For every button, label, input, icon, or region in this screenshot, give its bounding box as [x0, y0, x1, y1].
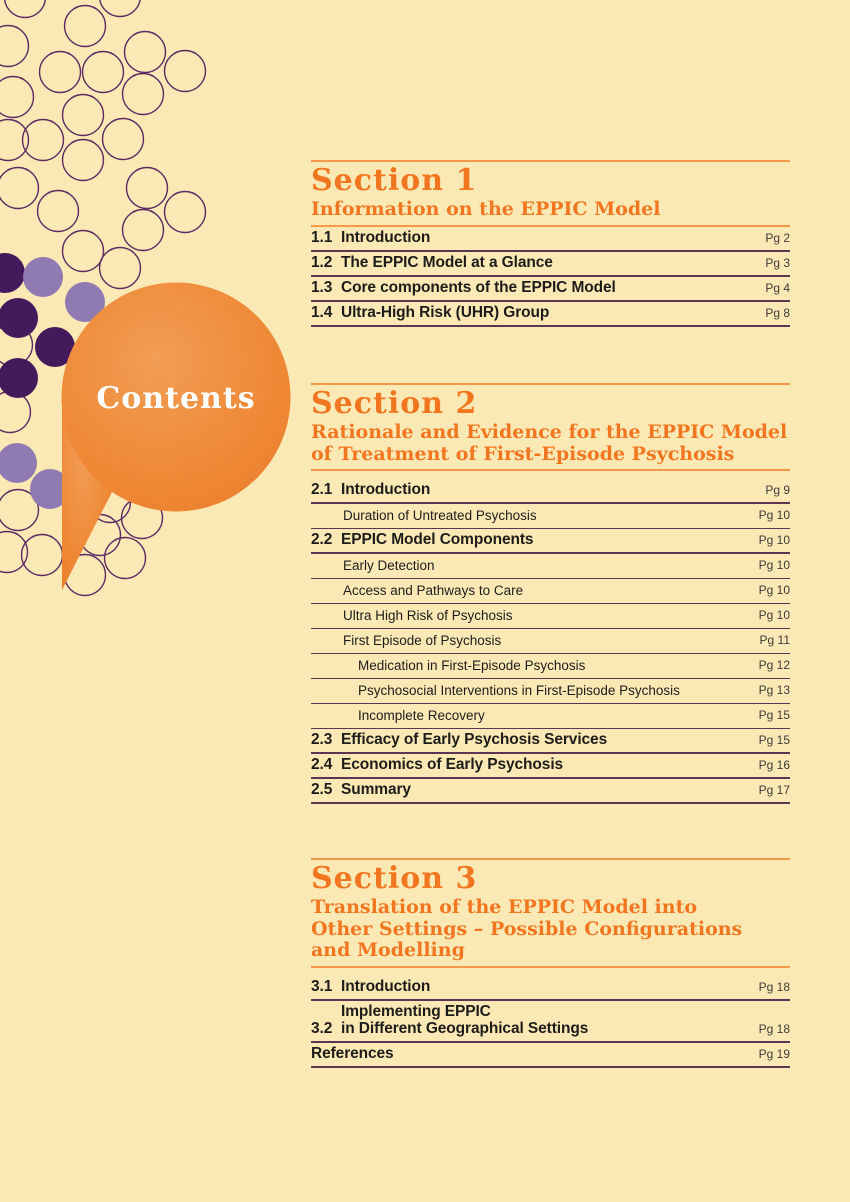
toc-entry [311, 604, 790, 629]
entry-label: References [311, 1044, 394, 1062]
entry-page-number: Pg 18 [758, 979, 790, 994]
entry-number: 3.1 [311, 977, 333, 995]
outline-circle [63, 95, 104, 136]
entry-label: Introduction [341, 977, 431, 995]
outline-circle [63, 140, 104, 181]
toc-entry [311, 1001, 790, 1043]
entry-page-number: Pg 10 [758, 508, 790, 522]
outline-circle [65, 6, 106, 47]
entry-number: 2.1 [311, 481, 333, 498]
toc-entry [311, 227, 790, 252]
light-circle [23, 257, 63, 297]
entry-number: 1.4 [311, 303, 333, 321]
entry-label: Medication in First-Episode Psychosis [358, 658, 586, 673]
section-title: Section 3 [311, 861, 478, 896]
outline-circle [105, 538, 146, 579]
outline-circle [100, 0, 141, 17]
section-block-1 [311, 160, 790, 327]
section-title: Section 2 [311, 386, 478, 421]
entry-number: 1.2 [311, 253, 333, 271]
outline-circle [0, 26, 29, 67]
entry-number: 2.3 [311, 731, 333, 748]
entry-label: Introduction [341, 228, 431, 246]
outline-circle [125, 32, 166, 73]
toc-entry [311, 654, 790, 679]
outline-circle [165, 51, 206, 92]
entry-number: 2.5 [311, 781, 333, 798]
entry-page-number: Pg 15 [758, 733, 790, 747]
toc-entry [311, 504, 790, 529]
outline-circle [127, 168, 168, 209]
outline-circle [83, 52, 124, 93]
section-subtitle-line: Information on the EPPIC Model [311, 198, 661, 220]
entry-label: Core components of the EPPIC Model [341, 278, 616, 296]
entry-page-number: Pg 10 [758, 533, 790, 547]
section-title: Section 1 [311, 163, 478, 198]
toc-entry [311, 277, 790, 302]
outline-circle [5, 0, 46, 18]
dark-circle [0, 298, 38, 338]
speech-bubble [62, 283, 291, 591]
entry-page-number: Pg 16 [758, 758, 790, 772]
entry-label: Summary [341, 781, 411, 798]
entry-page-number: Pg 15 [758, 708, 790, 722]
entry-page-number: Pg 9 [765, 483, 790, 497]
entry-number: 1.3 [311, 278, 333, 296]
entry-page-number: Pg 19 [758, 1046, 790, 1061]
entry-label [341, 1003, 588, 1037]
outline-circle [123, 74, 164, 115]
entry-number: 1.1 [311, 228, 333, 246]
section-block-3 [311, 858, 790, 1068]
section-subtitle-line: Other Settings – Possible Configurations [311, 917, 743, 940]
section-subtitle [311, 422, 790, 471]
entry-label-line2: in Different Geographical Settings [341, 1019, 589, 1037]
entry-label: Early Detection [343, 558, 435, 573]
outline-circle [123, 210, 164, 251]
entry-label: Psychosocial Interventions in First-Episode Psychosis [358, 683, 680, 698]
dark-circle [0, 358, 38, 398]
toc-list [311, 227, 790, 327]
entry-page-number: Pg 8 [765, 305, 790, 320]
contents-bubble-label: Contents [96, 381, 256, 416]
entry-page-number: Pg 18 [758, 1021, 790, 1036]
entry-number: 3.2 [311, 1019, 333, 1037]
entry-label: EPPIC Model Components [341, 531, 534, 548]
section-block-2 [311, 383, 790, 804]
toc-entry [311, 779, 790, 804]
entry-page-number: Pg 3 [765, 255, 790, 270]
outline-circle [0, 120, 29, 161]
entry-number: 2.2 [311, 531, 333, 548]
toc-entry [311, 629, 790, 654]
toc-entry [311, 754, 790, 779]
toc-list [311, 471, 790, 804]
entry-label: Ultra High Risk of Psychosis [343, 608, 513, 623]
entry-label: Duration of Untreated Psychosis [343, 508, 537, 523]
entry-label: Incomplete Recovery [358, 708, 485, 723]
toc-list [311, 968, 790, 1068]
section-subtitle-line: and Modelling [311, 939, 465, 961]
dark-circle [0, 253, 25, 293]
section-subtitle-line: Translation of the EPPIC Model into [311, 896, 698, 918]
toc-entry [311, 529, 790, 554]
entry-label: Introduction [341, 481, 431, 498]
entry-number: 2.4 [311, 756, 333, 773]
section-subtitle [311, 897, 790, 968]
entry-page-number: Pg 17 [758, 783, 790, 797]
toc-entry [311, 679, 790, 704]
entry-page-number: Pg 4 [765, 280, 790, 295]
outline-circle [38, 191, 79, 232]
entry-label-line1: Implementing EPPIC [341, 1002, 491, 1020]
entry-label: The EPPIC Model at a Glance [341, 253, 553, 271]
entry-page-number: Pg 10 [758, 583, 790, 597]
toc-entry [311, 252, 790, 277]
entry-page-number: Pg 2 [765, 230, 790, 245]
toc-entry [311, 579, 790, 604]
outline-circle [0, 77, 34, 118]
entry-page-number: Pg 10 [758, 558, 790, 572]
entry-page-number: Pg 12 [758, 658, 790, 672]
entry-page-number: Pg 13 [758, 683, 790, 697]
outline-circle [0, 168, 39, 209]
toc-entry [311, 554, 790, 579]
entry-label: Economics of Early Psychosis [341, 756, 564, 773]
outline-circle [100, 248, 141, 289]
entry-label: First Episode of Psychosis [343, 633, 502, 648]
section-subtitle-line: Rationale and Evidence for the EPPIC Model [311, 421, 788, 443]
outline-circle [165, 192, 206, 233]
outline-circle [103, 119, 144, 160]
section-subtitle [311, 199, 790, 227]
toc-entry [311, 302, 790, 327]
entry-label: Access and Pathways to Care [343, 583, 524, 598]
entry-page-number: Pg 11 [759, 633, 790, 647]
outline-circle [40, 52, 81, 93]
outline-circle [63, 231, 104, 272]
toc-entry [311, 729, 790, 754]
light-circle [0, 443, 37, 483]
toc-entry [311, 479, 790, 504]
toc-entry [311, 976, 790, 1001]
entry-label: Ultra-High Risk (UHR) Group [341, 303, 550, 321]
outline-circle [0, 532, 28, 573]
toc-entry [311, 704, 790, 729]
entry-page-number: Pg 10 [758, 608, 790, 622]
toc-entry [311, 1043, 790, 1068]
entry-label: Efficacy of Early Psychosis Services [341, 731, 608, 748]
decorative-circles-art [0, 0, 320, 620]
section-subtitle-line: of Treatment of First-Episode Psychosis [311, 442, 735, 465]
